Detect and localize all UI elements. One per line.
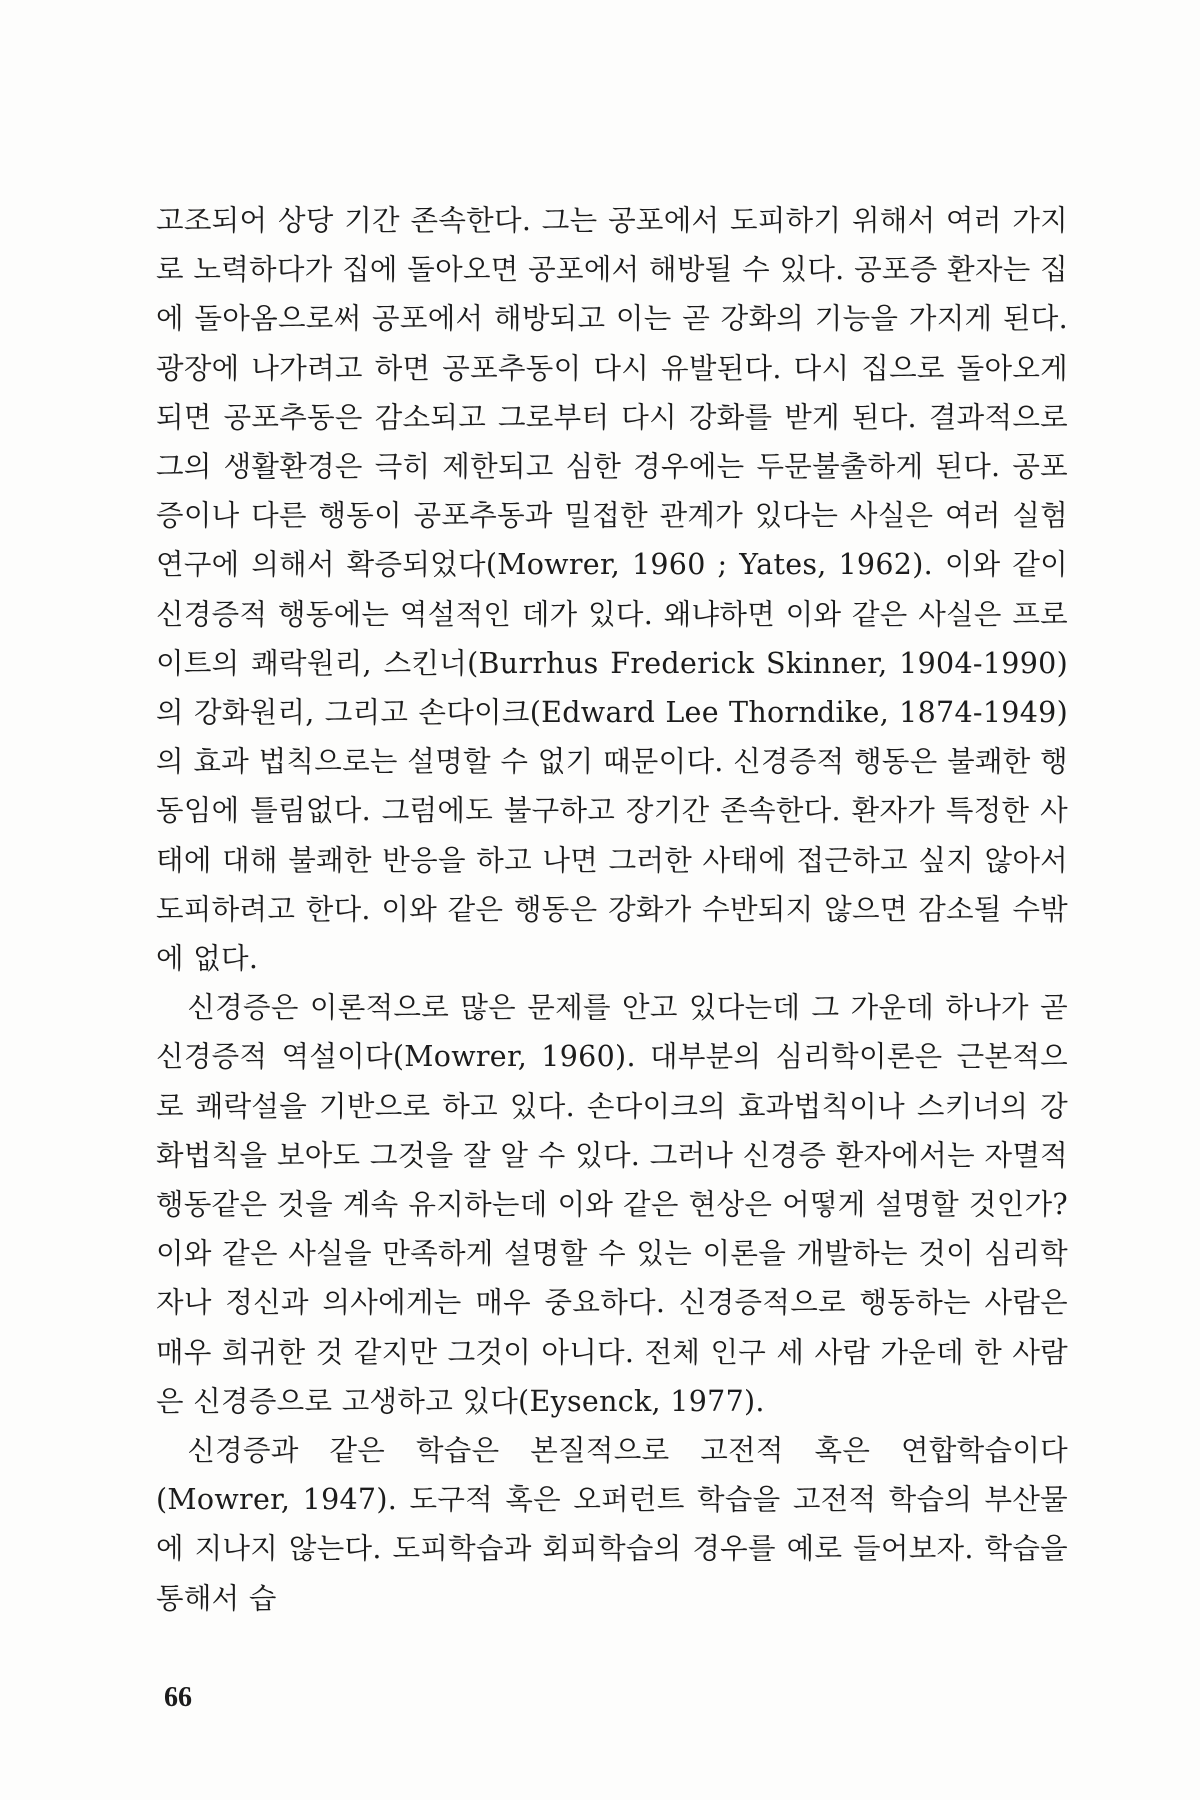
paragraph-2: 신경증은 이론적으로 많은 문제를 안고 있다는데 그 가운데 하나가 곧 신경증적 역설이다(Mowrer, 1960). 대부분의 심리학이론은 근본적으로 쾌락설을 기반으로 하고 있다. 손다이크의 효과법칙이나 스키너의 강화법칙을 보아도 그것을 잘 알 수 있다. 그러나 신경증 환자에서는 자멸적 행동같은 것을 계속 유지하는데 이와 같은 현상은 어떻게 설명할 것인가? 이와 같은 사실을 만족하게 설명할 수 있는 이론을 개발하는 것이 심리학자나 정신과 의사에게는 매우 중요하다. 신경증적으로 행동하는 사람은 매우 희귀한 것 같지만 그것이 아니다. 전체 인구 세 사람 가운데 한 사람은 신경증으로 고생하고 있다(Eysenck, 1977). — [156, 991, 1068, 1418]
paragraph-3: 신경증과 같은 학습은 본질적으로 고전적 혹은 연합학습이다(Mowrer, 1947). 도구적 혹은 오퍼런트 학습을 고전적 학습의 부산물에 지나지 않는다. 도피학습과 회피학습의 경우를 예로 들어보자. 학습을 통해서 습 — [156, 1434, 1068, 1615]
page-number: 66 — [164, 1682, 192, 1713]
paragraph-1: 고조되어 상당 기간 존속한다. 그는 공포에서 도피하기 위해서 여러 가지로 노력하다가 집에 돌아오면 공포에서 해방될 수 있다. 공포증 환자는 집에 돌아옴으로써 공포에서 해방되고 이는 곧 강화의 기능을 가지게 된다. 광장에 나가려고 하면 공포추동이 다시 유발된다. 다시 집으로 돌아오게 되면 공포추동은 감소되고 그로부터 다시 강화를 받게 된다. 결과적으로 그의 생활환경은 극히 제한되고 심한 경우에는 두문불출하게 된다. 공포증이나 다른 행동이 공포추동과 밀접한 관계가 있다는 사실은 여러 실험연구에 의해서 확증되었다(Mowrer, 1960 ; Yates, 1962). 이와 같이 신경증적 행동에는 역설적인 데가 있다. 왜냐하면 이와 같은 사실은 프로이트의 쾌락원리, 스킨너(Burrhus Frederick Skinner, 1904-1990)의 강화원리, 그리고 손다이크(Edward Lee Thorndike, 1874-1949)의 효과 법칙으로는 설명할 수 없기 때문이다. 신경증적 행동은 불쾌한 행동임에 틀림없다. 그럼에도 불구하고 장기간 존속한다. 환자가 특정한 사태에 대해 불쾌한 반응을 하고 나면 그러한 사태에 접근하고 싶지 않아서 도피하려고 한다. 이와 같은 행동은 강화가 수반되지 않으면 감소될 수밖에 없다. — [156, 204, 1068, 976]
body-text — [156, 196, 1068, 1623]
